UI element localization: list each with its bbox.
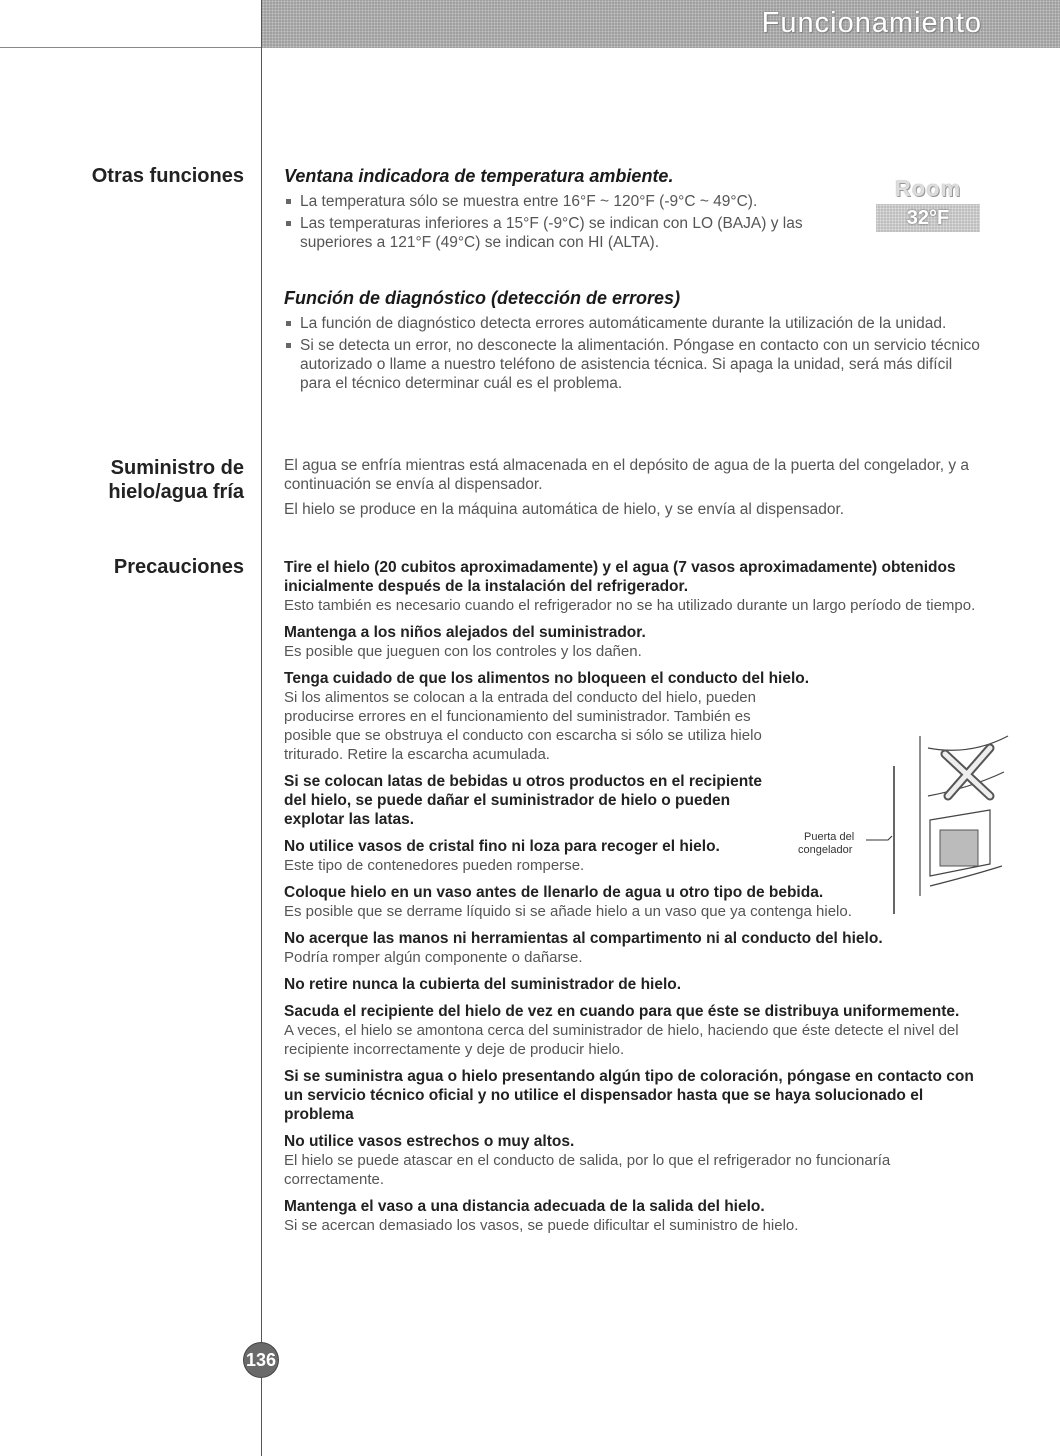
- door-label-line1: Puerta del: [804, 831, 855, 843]
- suministro-paragraph: El hielo se produce en la máquina automática de hielo, y se envía al dispensador.: [284, 501, 845, 518]
- precaucion-heading: No acerque las manos ni herramientas al compartimento ni al conducto del hielo.: [284, 930, 883, 947]
- suministro-section: [284, 456, 984, 525]
- header-rule: [0, 47, 262, 48]
- precaucion-text: Este tipo de contenedores pueden romperse.: [284, 857, 585, 874]
- precaucion-heading: No utilice vasos de cristal fino ni loza para recoger el hielo.: [284, 838, 720, 855]
- precaucion-heading: Mantenga a los niños alejados del suministrador.: [284, 624, 646, 641]
- diagnostico-heading: Función de diagnóstico (detección de errores): [284, 288, 681, 308]
- precaucion-heading: Sacuda el recipiente del hielo de vez en cuando para que éste se distribuya uniformemente.: [284, 1003, 960, 1020]
- precaucion-heading: Tenga cuidado de que los alimentos no bloqueen el conducto del hielo.: [284, 670, 810, 687]
- precaucion-text: Si los alimentos se colocan a la entrada del conducto del hielo, pueden producirse errores en el funcionamiento del suministrador. También es posible que se obstruya el conducto con escarcha si sólo se utiliza hielo triturado. Retire la escarcha acumulada.: [284, 689, 762, 763]
- list-item: Las temperaturas inferiores a 15°F (-9°C) se indican con LO (BAJA) y las superiores a 121°F (49°C) se indican con HI (ALTA).: [284, 214, 874, 252]
- sidebar-precauciones: Precauciones: [113, 556, 244, 578]
- sidebar-suministro-line2: hielo/agua fría: [108, 481, 244, 503]
- sidebar-suministro: [108, 456, 244, 504]
- precaucion-text: Es posible que jueguen con los controles y los dañen.: [284, 643, 642, 660]
- ventana-section: [284, 166, 874, 255]
- section-title: Funcionamiento: [761, 7, 982, 39]
- diagnostico-section: [284, 288, 984, 396]
- precaucion-text: Si se acercan demasiado los vasos, se puede dificultar el suministro de hielo.: [284, 1217, 799, 1234]
- suministro-paragraph: El agua se enfría mientras está almacenada en el depósito de agua de la puerta del congelador, y a continuación se envía al dispensador.: [284, 457, 970, 493]
- precaucion-heading: No retire nunca la cubierta del suministrador de hielo.: [284, 976, 682, 993]
- temperature-readout: 32°F: [876, 204, 980, 232]
- precaucion-text: Podría romper algún componente o dañarse.: [284, 949, 583, 966]
- precaucion-text: A veces, el hielo se amontona cerca del suministrador de hielo, haciendo que éste detecte el nivel del recipiente incorrectamente y deje de producir hielo.: [284, 1022, 959, 1058]
- room-label: Room: [894, 176, 962, 201]
- margin-rule: [261, 0, 262, 1456]
- list-item: La temperatura sólo se muestra entre 16°F ~ 120°F (-9°C ~ 49°C).: [284, 192, 874, 211]
- precaucion-heading: No utilice vasos estrechos o muy altos.: [284, 1133, 575, 1150]
- page-number-badge: 136: [244, 1343, 278, 1377]
- sidebar-otras-funciones: Otras funciones: [91, 165, 244, 187]
- door-label-line2: congelador: [798, 844, 853, 856]
- precaucion-text: Es posible que se derrame líquido si se añade hielo a un vaso que ya contenga hielo.: [284, 903, 852, 920]
- precaucion-heading: Coloque hielo en un vaso antes de llenarlo de agua u otro tipo de bebida.: [284, 884, 824, 901]
- sidebar-suministro-line1: Suministro de: [110, 457, 244, 479]
- precaucion-heading: Si se suministra agua o hielo presentando algún tipo de coloración, póngase en contacto con un servicio técnico oficial y no utilice el dispensador hasta que se haya solucionado el problema: [284, 1068, 974, 1123]
- precaucion-text: Esto también es necesario cuando el refrigerador no se ha utilizado durante un largo período de tiempo.: [284, 597, 976, 614]
- list-item: Si se detecta un error, no desconecte la alimentación. Póngase en contacto con un servicio técnico autorizado o llame a nuestro teléfono de asistencia técnica. Si apaga la unidad, será más difícil para el técnico determinar cuál es el problema.: [284, 336, 984, 393]
- ventana-list: [284, 192, 874, 252]
- precaucion-heading: Si se colocan latas de bebidas u otros productos en el recipiente del hielo, se puede dañar el suministrador de hielo o pueden explotar las latas.: [284, 773, 763, 828]
- precaucion-text: El hielo se puede atascar en el conducto de salida, por lo que el refrigerador no funcionaría correctamente.: [284, 1152, 891, 1188]
- diagnostico-list: [284, 314, 984, 393]
- freezer-door-illustration: [780, 726, 1010, 926]
- ventana-heading: Ventana indicadora de temperatura ambiente.: [284, 166, 674, 186]
- temperature-display: [868, 176, 988, 246]
- freezer-door-drawing: [780, 726, 1010, 926]
- precaucion-heading: Mantenga el vaso a una distancia adecuada de la salida del hielo.: [284, 1198, 765, 1215]
- list-item: La función de diagnóstico detecta errores automáticamente durante la utilización de la unidad.: [284, 314, 984, 333]
- section-header: [262, 0, 1060, 48]
- precaucion-heading: Tire el hielo (20 cubitos aproximadamente) y el agua (7 vasos aproximadamente) obtenidos inicialmente después de la instalación del refrigerador.: [284, 559, 956, 595]
